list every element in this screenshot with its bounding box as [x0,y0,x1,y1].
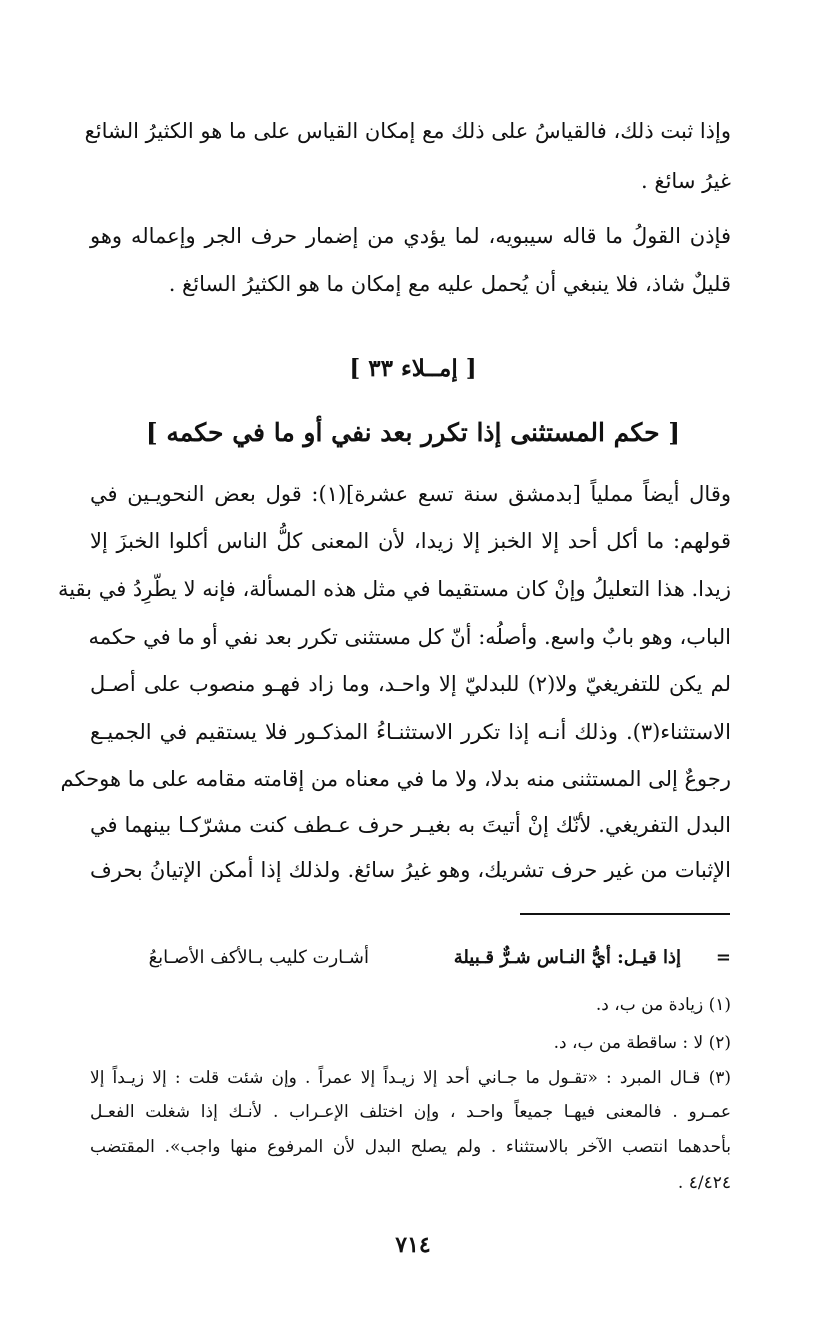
footnote-separator [520,913,730,915]
verse-line [90,943,731,973]
text-line: وقال أيضاً مملياً [بدمشق سنة تسع عشرة](١): قول بعض النحويـين في [90,482,732,506]
text-line: رجوعٌ إلى المستثنى منه بدلا، ولا ما في معناه من إقامته مقامه على ما هوحكم [60,767,731,791]
text-line: قولهم: ما أكل أحد إلا الخبز إلا زيدا، لأن المعنى كلُّ الناس أكلوا الخبزَ إلا [90,529,731,553]
text-line: وإذا ثبت ذلك، فالقياسُ على ذلك مع إمكان القياس على ما هو الكثيرُ الشائع [84,119,731,143]
text-line: الإثبات من غير حرف تشريك، وهو غيرُ سائغ. ولذلك إذا أمكن الإتيانُ بحرف [90,858,731,882]
page-number: ٧١٤ [395,1232,431,1258]
section-title-heading: [ حكم المستثنى إذا تكرر بعد نفي أو ما في حكمه ] [145,418,681,447]
section-number-heading: [ إمــلاء ٣٣ ] [349,355,477,382]
footnote-line: (٢) لا : ساقطة من ب، د. [553,1033,731,1053]
footnote-line: ٤/٤٢٤ . [677,1173,731,1193]
footnote-line: (١) زيادة من ب، د. [595,995,731,1015]
continuation-mark: = [715,947,731,968]
footnote-line: عمـرو . فالمعنى فيهـا جميعاً واحـد ، وإن اختلف الإعـراب . لأنـك إذا شغلت الفعـل [90,1102,731,1122]
verse-hemistich-second: أشـارت كليب بـالأكف الأصـابعُ [148,947,369,968]
text-line: قليلٌ شاذ، فلا ينبغي أن يُحمل عليه مع إمكان ما هو الكثيرُ السائغ . [168,272,731,296]
footnote-line: (٣) قـال المبرد : «تقـول ما جـاني أحد إلا زيـداً إلا عمراً . وإن شئت قلت : إلا زيـداً إلا [90,1068,731,1088]
text-line: فإذن القولُ ما قاله سيبويه، لما يؤدي من إضمار حرف الجر وإعماله وهو [90,224,731,248]
verse-hemistich-first: إذا قيـل: أيُّ النـاس شـرٌّ قـبيلة [453,947,681,968]
text-line: غيرُ سائغ . [641,169,731,193]
text-line: الاستثناء(٣). وذلك أنـه إذا تكرر الاستثنـاءُ المذكـور فلا يستقيم في الجميـع [90,720,731,744]
text-line: لم يكن للتفريغيّ ولا(٢) للبدليّ إلا واحـد، وما زاد فهـو منصوب على أصـل [90,672,732,696]
text-line: زيدا. هذا التعليلُ وإنْ كان مستقيما في مثل هذه المسألة، فإنه لا يطّرِدُ في بقية [57,577,731,601]
footnote-line: بأحدهما انتصب الآخر بالاستثناء . ولم يصلح البدل لأن المرفوع منها واجب». المقتضب [90,1137,731,1157]
text-line: البدل التفريغي. لأنّك إنْ أتيتَ به بغيـر حرف عـطف كنت مشرّكـا بينهما في [90,813,731,837]
text-line: الباب، وهو بابٌ واسع. وأصلُه: أنّ كل مستثنى تكرر بعد نفي أو ما في حكمه [88,625,731,649]
